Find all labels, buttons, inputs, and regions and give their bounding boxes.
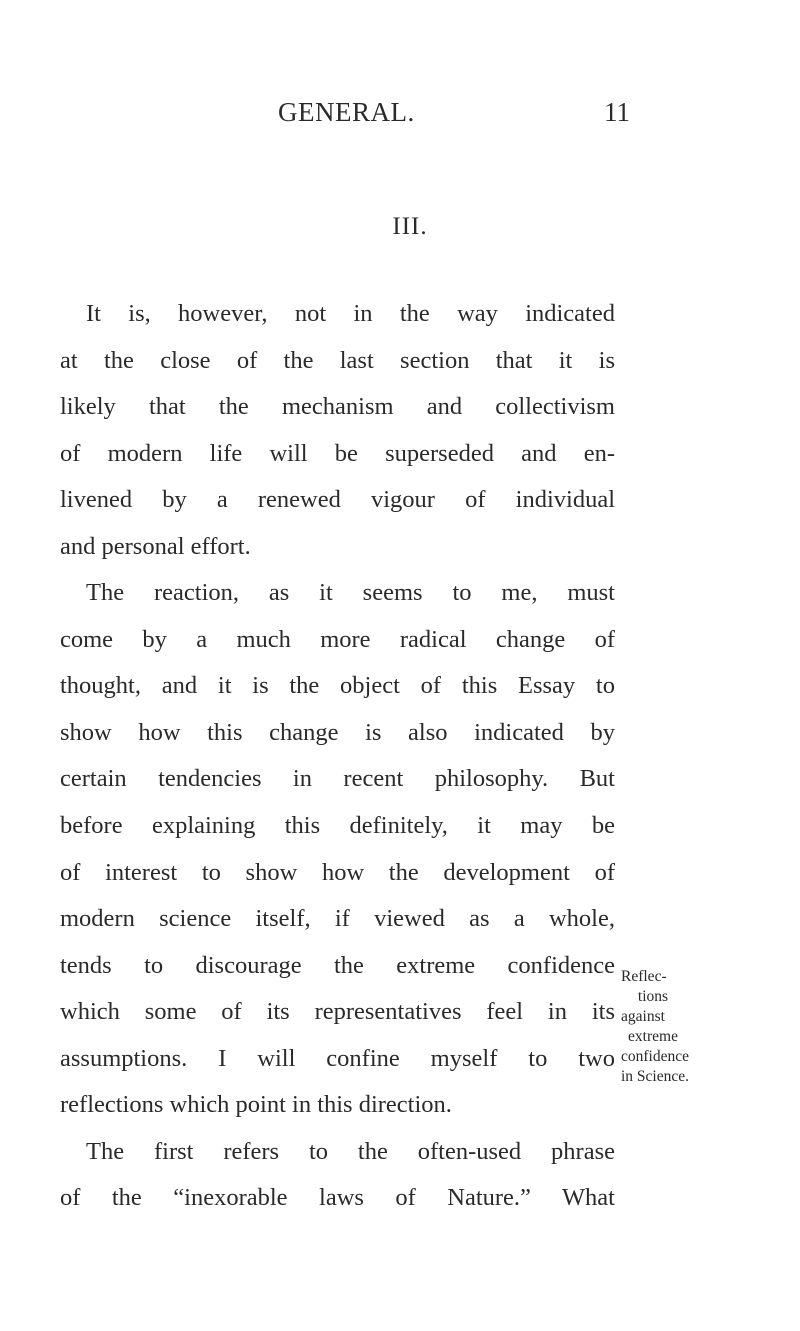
- text-line: The first refers to the often-used phrase: [86, 1137, 615, 1165]
- text-line: assumptions. I will confine myself to two: [60, 1044, 615, 1072]
- text-line: and personal effort.: [60, 532, 251, 560]
- text-line: before explaining this definitely, it may be: [60, 812, 615, 840]
- running-head-title: GENERAL.: [278, 97, 415, 127]
- text-line: modern science itself, if viewed as a whole,: [60, 905, 615, 933]
- text-line: of the “inexorable laws of Nature.” What: [60, 1184, 615, 1212]
- text-line: certain tendencies in recent philosophy. But: [60, 765, 615, 793]
- margin-note-line: in Science.: [621, 1068, 690, 1085]
- text-line: show how this change is also indicated by: [60, 718, 615, 746]
- page-number: 11: [604, 97, 630, 127]
- text-line: The reaction, as it seems to me, must: [86, 579, 615, 607]
- margin-note: [621, 967, 741, 1087]
- text-line: It is, however, not in the way indicated: [86, 300, 615, 327]
- text-line: tends to discourage the extreme confidence: [60, 951, 615, 979]
- margin-note-line: Reflec-: [621, 968, 667, 985]
- margin-note-line: extreme: [628, 1028, 678, 1045]
- text-line: livened by a renewed vigour of individual: [60, 486, 615, 514]
- text-line: at the close of the last section that it is: [60, 346, 615, 374]
- text-line: of interest to show how the development of: [60, 858, 615, 886]
- text-line: come by a much more radical change of: [60, 625, 615, 653]
- text-line: likely that the mechanism and collectivism: [60, 393, 615, 421]
- margin-note-line: tions: [637, 988, 669, 1005]
- running-head: [0, 92, 800, 132]
- margin-note-line: confidence: [621, 1048, 689, 1065]
- text-line: thought, and it is the object of this Essay to: [60, 672, 615, 700]
- section-number: III.: [392, 213, 428, 240]
- margin-note-line: against: [621, 1008, 665, 1025]
- body-text: [60, 291, 615, 1222]
- text-line: of modern life will be superseded and en-: [60, 439, 615, 467]
- text-line: reflections which point in this direction.: [60, 1091, 452, 1119]
- text-line: which some of its representatives feel in its: [60, 998, 615, 1026]
